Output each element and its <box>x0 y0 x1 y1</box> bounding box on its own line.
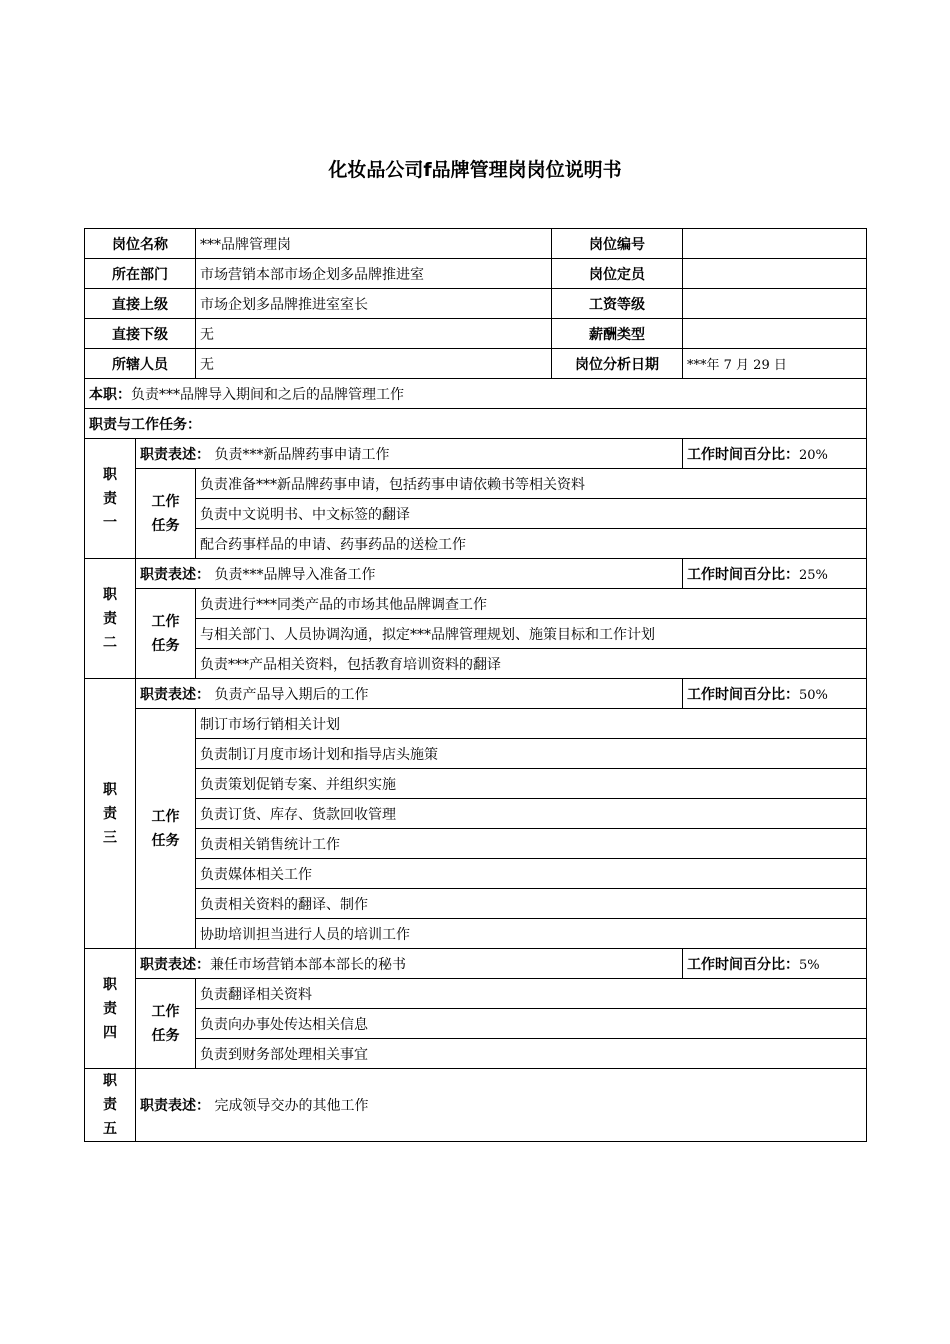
duty-1-label <box>85 439 136 559</box>
duty-4-pct-cell <box>683 949 867 979</box>
duty-1-task-row <box>85 529 867 559</box>
duty-3-task-3: 负责策划促销专案、并组织实施 <box>196 769 867 799</box>
pay-type-value <box>683 319 867 349</box>
duty-4-desc: 兼任市场营销本部本部长的秘书 <box>210 956 406 973</box>
duty-1-task-row <box>85 499 867 529</box>
duty-5-name: 职责五 <box>103 1073 117 1137</box>
analysis-date-label: 岗位分析日期 <box>552 349 683 379</box>
duty-1-task-1: 负责准备***新品牌药事申请，包括药事申请依赖书等相关资料 <box>196 469 867 499</box>
task-label: 工作任务 <box>151 808 180 849</box>
duty-3-task-2: 负责制订月度市场计划和指导店头施策 <box>196 739 867 769</box>
main-duty-cell <box>85 379 867 409</box>
department-label: 所在部门 <box>85 259 196 289</box>
analysis-date-value: ***年 7 月 29 日 <box>683 349 867 379</box>
position-no-value <box>683 229 867 259</box>
duty-2-task-2: 与相关部门、人员协调沟通，拟定***品牌管理规划、施策目标和工作计划 <box>196 619 867 649</box>
salary-grade-value <box>683 289 867 319</box>
row-department <box>85 259 867 289</box>
duty-4-task-label <box>136 979 196 1069</box>
duty-desc-label: 职责表述： <box>140 566 210 583</box>
duty-5-label <box>85 1069 136 1142</box>
duty-1-desc: 负责***新品牌药事申请工作 <box>214 446 390 463</box>
duty-3-task-row <box>85 829 867 859</box>
row-duties-heading <box>85 409 867 439</box>
duty-3-task-8: 协助培训担当进行人员的培训工作 <box>196 919 867 949</box>
duty-3-task-row <box>85 709 867 739</box>
duty-4-name: 职责四 <box>103 976 117 1041</box>
duty-3-task-7: 负责相关资料的翻译、制作 <box>196 889 867 919</box>
duty-1-name: 职责一 <box>103 466 117 531</box>
position-name-label: 岗位名称 <box>85 229 196 259</box>
superior-label: 直接上级 <box>85 289 196 319</box>
duty-4-desc-cell <box>136 949 683 979</box>
duty-1-desc-cell <box>136 439 683 469</box>
department-value: 市场营销本部市场企划多品牌推进室 <box>196 259 552 289</box>
duty-1-task-label <box>136 469 196 559</box>
duty-2-pct: 25% <box>799 567 828 583</box>
task-label: 工作任务 <box>151 1003 180 1044</box>
duty-3-label <box>85 679 136 949</box>
duty-2-desc-row <box>85 559 867 589</box>
duty-desc-label: 职责表述： <box>140 446 210 463</box>
salary-grade-label: 工资等级 <box>552 289 683 319</box>
duty-4-task-1: 负责翻译相关资料 <box>196 979 867 1009</box>
duty-3-task-label <box>136 709 196 949</box>
duty-5-desc: 完成领导交办的其他工作 <box>214 1098 369 1114</box>
subordinate-value: 无 <box>196 319 552 349</box>
duty-4-desc-row <box>85 949 867 979</box>
main-duty-label: 本职： <box>89 386 131 403</box>
duty-2-pct-cell <box>683 559 867 589</box>
managed-value: 无 <box>196 349 552 379</box>
duty-1-pct-cell <box>683 439 867 469</box>
duty-3-task-4: 负责订货、库存、货款回收管理 <box>196 799 867 829</box>
duty-desc-label: 职责表述： <box>140 1098 210 1114</box>
pct-label: 工作时间百分比： <box>687 566 799 583</box>
duty-4-task-row <box>85 1009 867 1039</box>
row-position-name <box>85 229 867 259</box>
row-superior <box>85 289 867 319</box>
duty-1-task-row <box>85 469 867 499</box>
row-main-duty <box>85 379 867 409</box>
duty-3-task-row <box>85 859 867 889</box>
duty-3-desc-row <box>85 679 867 709</box>
pct-label: 工作时间百分比： <box>687 686 799 703</box>
duty-3-pct: 50% <box>799 687 828 703</box>
duty-3-desc-cell <box>136 679 683 709</box>
duty-2-task-row <box>85 619 867 649</box>
duty-4-task-row <box>85 979 867 1009</box>
duty-3-task-row <box>85 739 867 769</box>
duty-2-task-1: 负责进行***同类产品的市场其他品牌调查工作 <box>196 589 867 619</box>
subordinate-label: 直接下级 <box>85 319 196 349</box>
duty-4-task-row <box>85 1039 867 1069</box>
duty-3-task-6: 负责媒体相关工作 <box>196 859 867 889</box>
duty-desc-label: 职责表述： <box>140 686 210 703</box>
duty-4-task-2: 负责向办事处传达相关信息 <box>196 1009 867 1039</box>
superior-value: 市场企划多品牌推进室室长 <box>196 289 552 319</box>
duty-3-task-5: 负责相关销售统计工作 <box>196 829 867 859</box>
duty-4-task-3: 负责到财务部处理相关事宜 <box>196 1039 867 1069</box>
duty-1-desc-row <box>85 439 867 469</box>
duty-3-name: 职责三 <box>103 781 117 846</box>
pct-label: 工作时间百分比： <box>687 446 799 463</box>
duty-4-label <box>85 949 136 1069</box>
duty-5-row <box>85 1069 867 1142</box>
row-subordinate <box>85 319 867 349</box>
pay-type-label: 薪酬类型 <box>552 319 683 349</box>
duty-3-pct-cell <box>683 679 867 709</box>
main-duty-text: 负责***品牌导入期间和之后的品牌管理工作 <box>131 386 404 403</box>
duties-heading: 职责与工作任务： <box>85 409 867 439</box>
position-name-value: ***品牌管理岗 <box>196 229 552 259</box>
duty-2-task-row <box>85 649 867 679</box>
position-no-label: 岗位编号 <box>552 229 683 259</box>
page-title: 化妆品公司f品牌管理岗岗位说明书 <box>328 159 622 181</box>
task-label: 工作任务 <box>151 613 180 654</box>
duty-3-task-row <box>85 889 867 919</box>
job-description-table <box>84 228 867 1142</box>
duty-1-task-2: 负责中文说明书、中文标签的翻译 <box>196 499 867 529</box>
duty-2-task-row <box>85 589 867 619</box>
duty-2-task-label <box>136 589 196 679</box>
duty-3-task-row <box>85 769 867 799</box>
duty-desc-label: 职责表述： <box>140 956 210 973</box>
duty-2-desc: 负责***品牌导入准备工作 <box>214 566 376 583</box>
duty-3-task-row <box>85 919 867 949</box>
duty-3-task-row <box>85 799 867 829</box>
duty-4-pct: 5% <box>799 957 820 973</box>
duty-2-label <box>85 559 136 679</box>
duty-2-desc-cell <box>136 559 683 589</box>
duty-3-task-1: 制订市场行销相关计划 <box>196 709 867 739</box>
duty-5-desc-cell <box>136 1069 867 1142</box>
duty-2-name: 职责二 <box>103 586 117 651</box>
headcount-value <box>683 259 867 289</box>
task-label: 工作任务 <box>151 493 180 534</box>
pct-label: 工作时间百分比： <box>687 956 799 973</box>
duty-1-task-3: 配合药事样品的申请、药事药品的送检工作 <box>196 529 867 559</box>
duty-2-task-3: 负责***产品相关资料，包括教育培训资料的翻译 <box>196 649 867 679</box>
row-managed <box>85 349 867 379</box>
duty-3-desc: 负责产品导入期后的工作 <box>214 686 369 703</box>
headcount-label: 岗位定员 <box>552 259 683 289</box>
managed-label: 所辖人员 <box>85 349 196 379</box>
duty-1-pct: 20% <box>799 447 828 463</box>
